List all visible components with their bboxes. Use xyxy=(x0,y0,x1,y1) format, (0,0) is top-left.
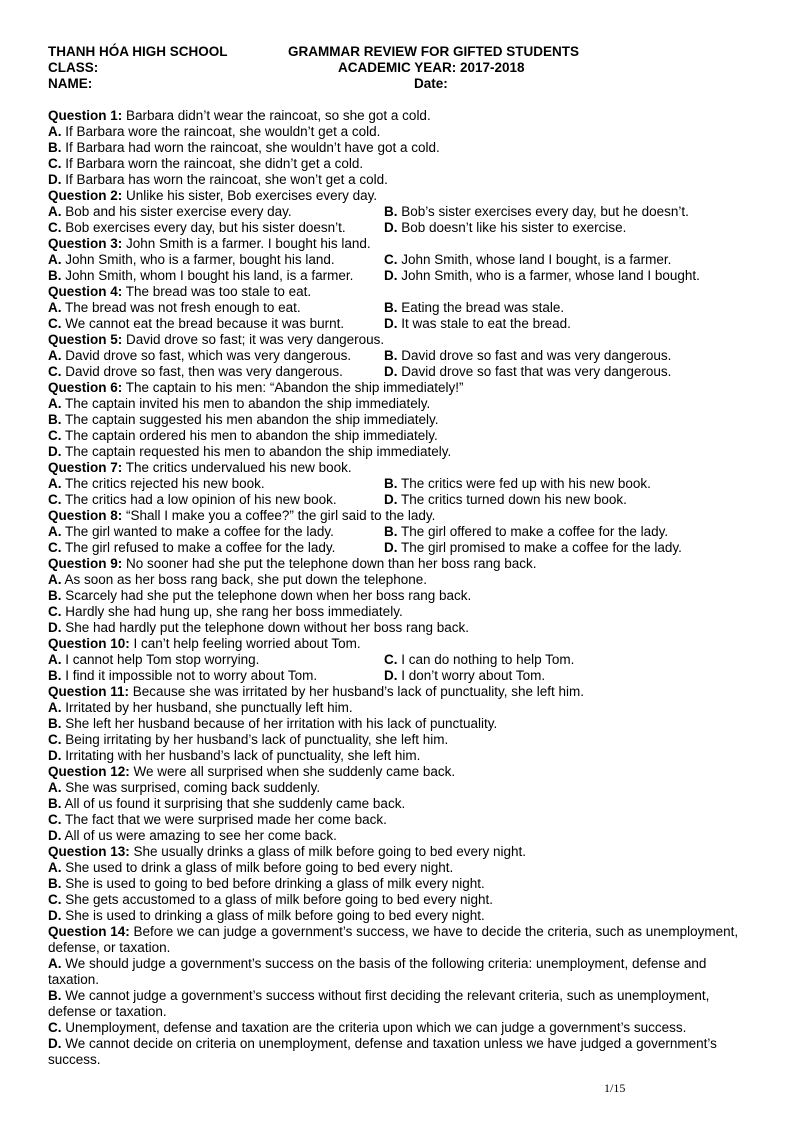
question-number: Question 14: xyxy=(48,924,130,939)
question-block xyxy=(48,556,752,636)
option-text: I don’t worry about Tom. xyxy=(397,668,546,683)
option-letter: C. xyxy=(48,316,62,331)
answer-option xyxy=(48,748,752,764)
option-letter: A. xyxy=(48,572,62,587)
option-letter: B. xyxy=(48,668,62,683)
question-stem xyxy=(48,764,752,780)
answer-option xyxy=(384,252,752,268)
option-letter: A. xyxy=(48,476,62,491)
answer-option xyxy=(384,300,752,316)
option-letter: B. xyxy=(48,988,62,1003)
option-text: The critics turned down his new book. xyxy=(397,492,627,507)
question-text: The captain to his men: “Abandon the ship immediately!” xyxy=(122,380,464,395)
option-letter: B. xyxy=(48,716,62,731)
option-text: David drove so fast that was very dangerous. xyxy=(397,364,672,379)
answer-option xyxy=(48,1036,752,1068)
question-number: Question 3: xyxy=(48,236,123,251)
question-text: David drove so fast; it was very dangerous. xyxy=(122,332,385,347)
answer-option xyxy=(48,604,752,620)
answer-option xyxy=(48,172,752,188)
question-stem xyxy=(48,684,752,700)
option-letter: C. xyxy=(384,652,398,667)
option-letter: B. xyxy=(384,300,398,315)
answer-option xyxy=(48,892,752,908)
option-text: I can do nothing to help Tom. xyxy=(397,652,575,667)
option-text: She left her husband because of her irritation with his lack of punctuality. xyxy=(61,716,498,731)
question-block xyxy=(48,108,752,188)
answer-option xyxy=(384,652,752,668)
option-row xyxy=(48,476,752,492)
option-text: The captain invited his men to abandon the ship immediately. xyxy=(61,396,431,411)
answer-option xyxy=(384,476,752,492)
option-row xyxy=(48,316,752,332)
option-text: If Barbara worn the raincoat, she didn’t get a cold. xyxy=(61,156,364,171)
option-letter: B. xyxy=(384,204,398,219)
question-text: Because she was irritated by her husband’s lack of punctuality, she left him. xyxy=(129,684,585,699)
question-number: Question 2: xyxy=(48,188,123,203)
answer-option xyxy=(48,956,752,988)
option-letter: A. xyxy=(48,524,62,539)
option-text: Irritated by her husband, she punctually left him. xyxy=(61,700,353,715)
option-letter: A. xyxy=(48,300,62,315)
option-text: If Barbara had worn the raincoat, she wouldn’t have got a cold. xyxy=(61,140,440,155)
question-block xyxy=(48,636,752,684)
question-block xyxy=(48,460,752,508)
option-row xyxy=(48,252,752,268)
question-text: The critics undervalued his new book. xyxy=(122,460,352,475)
option-text: She was surprised, coming back suddenly. xyxy=(61,780,321,795)
option-text: The girl offered to make a coffee for the lady. xyxy=(397,524,669,539)
question-text: We were all surprised when she suddenly came back. xyxy=(129,764,456,779)
option-letter: A. xyxy=(48,252,62,267)
option-row xyxy=(48,300,752,316)
document-header xyxy=(48,44,752,92)
option-row xyxy=(48,220,752,236)
option-letter: A. xyxy=(48,204,62,219)
question-block xyxy=(48,764,752,844)
option-row xyxy=(48,348,752,364)
option-row xyxy=(48,364,752,380)
answer-option xyxy=(48,524,384,540)
option-text: If Barbara has worn the raincoat, she won’t get a cold. xyxy=(61,172,388,187)
answer-option xyxy=(384,316,752,332)
option-letter: D. xyxy=(384,540,398,555)
question-block xyxy=(48,188,752,236)
option-row xyxy=(48,492,752,508)
question-text: Unlike his sister, Bob exercises every day. xyxy=(122,188,378,203)
answer-option xyxy=(48,220,384,236)
option-letter: B. xyxy=(48,412,62,427)
answer-option xyxy=(48,364,384,380)
option-text: The girl promised to make a coffee for the lady. xyxy=(397,540,682,555)
answer-option xyxy=(48,780,752,796)
option-row xyxy=(48,204,752,220)
question-block xyxy=(48,924,752,1068)
answer-option xyxy=(48,540,384,556)
question-number: Question 12: xyxy=(48,764,130,779)
answer-option xyxy=(48,812,752,828)
option-text: Being irritating by her husband’s lack of punctuality, she left him. xyxy=(61,732,449,747)
option-text: Bob doesn’t like his sister to exercise. xyxy=(397,220,627,235)
option-letter: B. xyxy=(48,876,62,891)
option-text: The girl wanted to make a coffee for the lady. xyxy=(61,524,334,539)
option-letter: A. xyxy=(48,396,62,411)
option-text: I cannot help Tom stop worrying. xyxy=(61,652,260,667)
option-letter: D. xyxy=(384,364,398,379)
answer-option xyxy=(48,204,384,220)
option-letter: D. xyxy=(384,268,398,283)
question-number: Question 5: xyxy=(48,332,123,347)
question-list xyxy=(48,108,752,1068)
question-stem xyxy=(48,924,752,956)
option-text: All of us found it surprising that she suddenly came back. xyxy=(61,796,406,811)
date-label: Date: xyxy=(414,76,448,91)
option-text: The critics rejected his new book. xyxy=(61,476,265,491)
question-number: Question 9: xyxy=(48,556,123,571)
option-letter: D. xyxy=(48,620,62,635)
question-block xyxy=(48,508,752,556)
answer-option xyxy=(48,316,384,332)
question-stem xyxy=(48,188,752,204)
option-text: Scarcely had she put the telephone down when her boss rang back. xyxy=(61,588,472,603)
question-number: Question 6: xyxy=(48,380,123,395)
header-left xyxy=(48,44,228,92)
question-number: Question 13: xyxy=(48,844,130,859)
question-number: Question 7: xyxy=(48,460,123,475)
option-letter: D. xyxy=(48,444,62,459)
option-letter: D. xyxy=(384,668,398,683)
option-text: The captain ordered his men to abandon the ship immediately. xyxy=(61,428,438,443)
question-text: Barbara didn’t wear the raincoat, so she got a cold. xyxy=(122,108,431,123)
question-stem xyxy=(48,460,752,476)
answer-option xyxy=(48,140,752,156)
question-number: Question 11: xyxy=(48,684,130,699)
answer-option xyxy=(48,700,752,716)
answer-option xyxy=(48,796,752,812)
answer-option xyxy=(384,364,752,380)
question-text: No sooner had she put the telephone down than her boss rang back. xyxy=(122,556,537,571)
option-text: The critics had a low opinion of his new book. xyxy=(61,492,337,507)
answer-option xyxy=(384,524,752,540)
option-text: The critics were fed up with his new book. xyxy=(397,476,651,491)
question-block xyxy=(48,380,752,460)
option-letter: A. xyxy=(48,124,62,139)
school-name: THANH HÓA HIGH SCHOOL xyxy=(48,44,228,59)
class-label: CLASS: xyxy=(48,60,99,75)
answer-option xyxy=(48,668,384,684)
document-title: GRAMMAR REVIEW FOR GIFTED STUDENTS xyxy=(288,44,579,59)
answer-option xyxy=(48,412,752,428)
question-text: “Shall I make you a coffee?” the girl said to the lady. xyxy=(122,508,436,523)
answer-option xyxy=(48,492,384,508)
answer-option xyxy=(48,300,384,316)
option-letter: C. xyxy=(48,540,62,555)
option-letter: B. xyxy=(48,268,62,283)
answer-option xyxy=(384,220,752,236)
option-letter: C. xyxy=(384,252,398,267)
answer-option xyxy=(48,988,752,1020)
option-text: She gets accustomed to a glass of milk before going to bed every night. xyxy=(61,892,493,907)
option-text: John Smith, whom I bought his land, is a farmer. xyxy=(61,268,354,283)
option-text: Hardly she had hung up, she rang her boss immediately. xyxy=(61,604,403,619)
question-number: Question 8: xyxy=(48,508,123,523)
option-text: The bread was not fresh enough to eat. xyxy=(61,300,301,315)
option-text: She had hardly put the telephone down without her boss rang back. xyxy=(61,620,470,635)
option-letter: A. xyxy=(48,860,62,875)
question-stem xyxy=(48,108,752,124)
answer-option xyxy=(384,204,752,220)
option-letter: B. xyxy=(48,796,62,811)
answer-option xyxy=(48,876,752,892)
question-stem xyxy=(48,508,752,524)
answer-option xyxy=(48,252,384,268)
question-block xyxy=(48,684,752,764)
option-text: She is used to drinking a glass of milk before going to bed every night. xyxy=(61,908,485,923)
option-text: Bob’s sister exercises every day, but he doesn’t. xyxy=(397,204,689,219)
answer-option xyxy=(48,572,752,588)
option-row xyxy=(48,652,752,668)
answer-option xyxy=(48,268,384,284)
option-text: The captain suggested his men abandon the ship immediately. xyxy=(61,412,439,427)
question-stem xyxy=(48,380,752,396)
option-text: She used to drink a glass of milk before going to bed every night. xyxy=(61,860,454,875)
option-text: Eating the bread was stale. xyxy=(397,300,565,315)
question-text: She usually drinks a glass of milk before going to bed every night. xyxy=(129,844,526,859)
answer-option xyxy=(48,396,752,412)
option-text: All of us were amazing to see her come back. xyxy=(61,828,337,843)
option-letter: D. xyxy=(48,1036,62,1051)
question-number: Question 4: xyxy=(48,284,123,299)
option-letter: D. xyxy=(384,316,398,331)
answer-option xyxy=(48,428,752,444)
answer-option xyxy=(48,156,752,172)
option-letter: A. xyxy=(48,780,62,795)
option-letter: A. xyxy=(48,700,62,715)
option-letter: D. xyxy=(384,220,398,235)
question-block xyxy=(48,284,752,332)
answer-option xyxy=(48,124,752,140)
question-stem xyxy=(48,332,752,348)
answer-option xyxy=(384,492,752,508)
answer-option xyxy=(48,588,752,604)
option-letter: C. xyxy=(48,428,62,443)
answer-option xyxy=(48,444,752,460)
question-text: Before we can judge a government’s success, we have to decide the criteria, such as unemployment, defense, or taxation. xyxy=(48,924,739,955)
option-text: We cannot eat the bread because it was burnt. xyxy=(61,316,345,331)
option-text: It was stale to eat the bread. xyxy=(397,316,571,331)
option-letter: C. xyxy=(48,220,62,235)
answer-option xyxy=(384,668,752,684)
option-text: Unemployment, defense and taxation are the criteria upon which we can judge a government’s success. xyxy=(61,1020,687,1035)
option-text: Bob exercises every day, but his sister doesn’t. xyxy=(61,220,346,235)
option-letter: C. xyxy=(48,732,62,747)
option-row xyxy=(48,268,752,284)
question-block xyxy=(48,332,752,380)
name-label: NAME: xyxy=(48,76,93,91)
question-stem xyxy=(48,556,752,572)
option-text: Bob and his sister exercise every day. xyxy=(61,204,292,219)
answer-option xyxy=(48,716,752,732)
document-page xyxy=(48,44,752,1068)
answer-option xyxy=(384,540,752,556)
option-letter: C. xyxy=(48,492,62,507)
answer-option xyxy=(48,348,384,364)
question-text: I can’t help feeling worried about Tom. xyxy=(129,636,361,651)
option-text: As soon as her boss rang back, she put down the telephone. xyxy=(61,572,427,587)
option-text: We cannot judge a government’s success without first deciding the relevant criteria, such as unemployment, defense or taxation. xyxy=(48,988,710,1019)
option-letter: A. xyxy=(48,652,62,667)
option-letter: A. xyxy=(48,956,62,971)
option-letter: C. xyxy=(48,364,62,379)
option-text: David drove so fast, then was very dangerous. xyxy=(61,364,343,379)
academic-year: ACADEMIC YEAR: 2017-2018 xyxy=(338,60,525,75)
page-number: 1/15 xyxy=(604,1081,626,1095)
option-letter: C. xyxy=(48,892,62,907)
option-text: The fact that we were surprised made her come back. xyxy=(61,812,387,827)
option-row xyxy=(48,524,752,540)
option-letter: D. xyxy=(48,908,62,923)
option-text: If Barbara wore the raincoat, she wouldn’t get a cold. xyxy=(61,124,381,139)
answer-option xyxy=(48,476,384,492)
question-stem xyxy=(48,636,752,652)
option-text: The captain requested his men to abandon the ship immediately. xyxy=(61,444,452,459)
question-text: The bread was too stale to eat. xyxy=(122,284,312,299)
question-text: John Smith is a farmer. I bought his land. xyxy=(122,236,371,251)
answer-option xyxy=(48,652,384,668)
option-letter: D. xyxy=(384,492,398,507)
answer-option xyxy=(48,732,752,748)
answer-option xyxy=(48,1020,752,1036)
option-letter: B. xyxy=(48,140,62,155)
option-letter: D. xyxy=(48,828,62,843)
option-row xyxy=(48,668,752,684)
option-letter: A. xyxy=(48,348,62,363)
answer-option xyxy=(48,828,752,844)
option-text: David drove so fast, which was very dangerous. xyxy=(61,348,352,363)
option-letter: D. xyxy=(48,748,62,763)
option-letter: B. xyxy=(48,588,62,603)
option-letter: D. xyxy=(48,172,62,187)
option-text: She is used to going to bed before drinking a glass of milk every night. xyxy=(61,876,485,891)
answer-option xyxy=(48,620,752,636)
option-text: Irritating with her husband’s lack of punctuality, she left him. xyxy=(61,748,421,763)
option-text: We should judge a government’s success on the basis of the following criteria: unemployment, defense and taxation. xyxy=(48,956,707,987)
option-letter: C. xyxy=(48,812,62,827)
question-stem xyxy=(48,284,752,300)
answer-option xyxy=(48,860,752,876)
option-text: John Smith, whose land I bought, is a farmer. xyxy=(397,252,672,267)
answer-option xyxy=(384,268,752,284)
question-block xyxy=(48,844,752,924)
answer-option xyxy=(384,348,752,364)
option-letter: C. xyxy=(48,604,62,619)
question-number: Question 10: xyxy=(48,636,130,651)
answer-option xyxy=(48,908,752,924)
question-number: Question 1: xyxy=(48,108,123,123)
option-letter: B. xyxy=(384,476,398,491)
option-row xyxy=(48,540,752,556)
question-block xyxy=(48,236,752,284)
question-stem xyxy=(48,844,752,860)
option-letter: C. xyxy=(48,1020,62,1035)
option-letter: B. xyxy=(384,348,398,363)
option-letter: B. xyxy=(384,524,398,539)
option-text: David drove so fast and was very dangerous. xyxy=(397,348,672,363)
option-text: John Smith, who is a farmer, whose land I bought. xyxy=(397,268,700,283)
option-letter: C. xyxy=(48,156,62,171)
option-text: We cannot decide on criteria on unemployment, defense and taxation unless we have judged a government’s success. xyxy=(48,1036,717,1067)
option-text: The girl refused to make a coffee for the lady. xyxy=(61,540,336,555)
option-text: John Smith, who is a farmer, bought his land. xyxy=(61,252,335,267)
question-stem xyxy=(48,236,752,252)
option-text: I find it impossible not to worry about Tom. xyxy=(61,668,318,683)
